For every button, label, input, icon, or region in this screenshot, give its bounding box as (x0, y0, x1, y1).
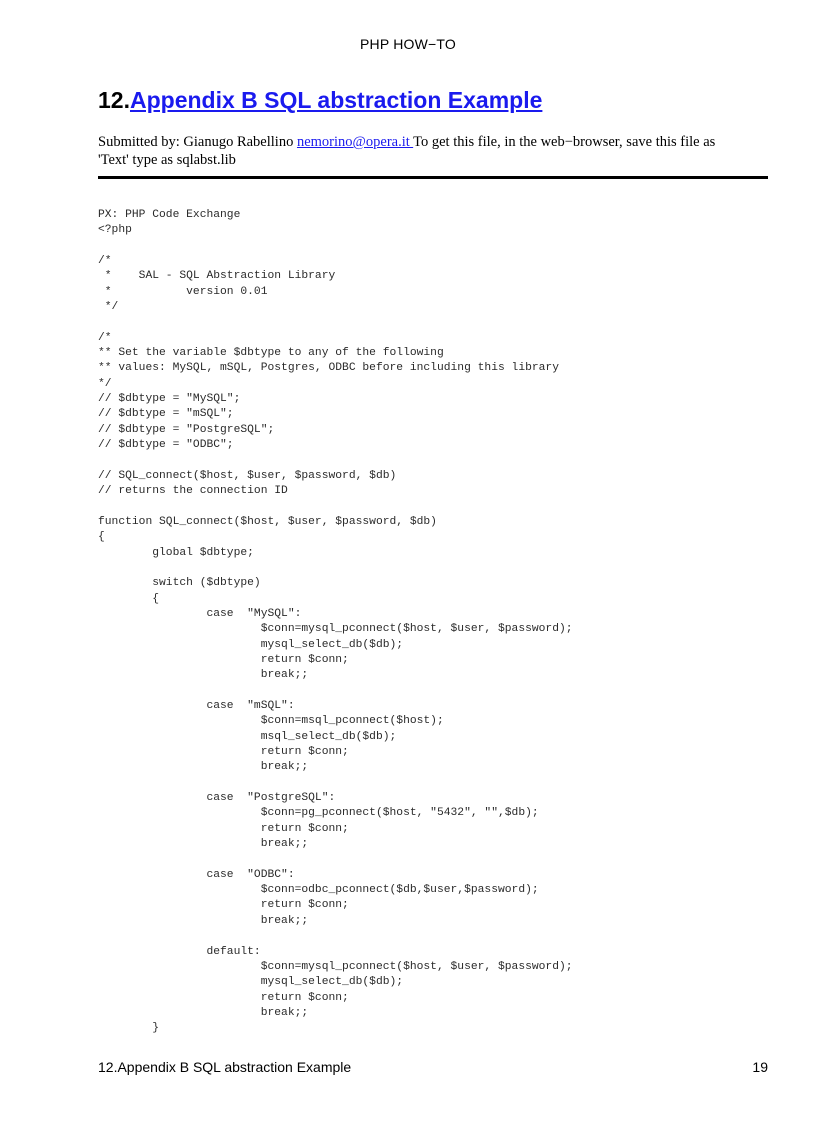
code-line: $conn=odbc_pconnect($db,$user,$password); (98, 884, 539, 897)
code-line: case "PostgreSQL": (98, 792, 336, 805)
code-line (98, 561, 573, 576)
code-line: /* (98, 255, 112, 268)
code-line (98, 776, 573, 791)
code-line: return $conn; (98, 822, 349, 835)
code-line: function SQL_connect($host, $user, $password, $db) (98, 515, 437, 528)
code-line (98, 684, 573, 699)
code-line: { (98, 592, 160, 605)
code-line: { (98, 531, 105, 544)
code-line (98, 852, 573, 867)
code-line: $conn=mysql_pconnect($host, $user, $password); (98, 623, 573, 636)
code-line: return $conn; (98, 991, 349, 1004)
code-line: mysql_select_db($db); (98, 976, 404, 989)
code-line: * version 0.01 (98, 285, 268, 298)
code-line: case "ODBC": (98, 868, 295, 881)
code-line: global $dbtype; (98, 546, 254, 559)
code-line: break;; (98, 1006, 309, 1019)
code-line: default: (98, 945, 261, 958)
code-line: } (98, 1022, 160, 1035)
horizontal-rule (98, 176, 768, 179)
code-line: $conn=msql_pconnect($host); (98, 715, 444, 728)
section-title-link[interactable]: Appendix B SQL abstraction Example (129, 87, 543, 113)
code-line: // SQL_connect($host, $user, $password, $db) (98, 469, 397, 482)
code-line: $conn=pg_pconnect($host, "5432", "",$db); (98, 807, 539, 820)
code-line (98, 239, 573, 254)
code-line: return $conn; (98, 899, 349, 912)
code-line: break;; (98, 761, 309, 774)
save-instructions-text: To get this file, in the web−browser, save this file as 'Text' type as sqlabst.lib (98, 134, 716, 168)
code-line: // $dbtype = "PostgreSQL"; (98, 423, 275, 436)
author-email-link[interactable]: nemorino@opera.it (296, 134, 414, 150)
submitted-by-text: Submitted by: Gianugo Rabellino (98, 134, 297, 150)
code-line: // $dbtype = "MySQL"; (98, 393, 241, 406)
running-footer (98, 1059, 768, 1075)
code-line: mysql_select_db($db); (98, 638, 404, 651)
code-line (98, 315, 573, 330)
code-line: // $dbtype = "mSQL"; (98, 408, 234, 421)
code-line: /* (98, 331, 112, 344)
code-line: */ (98, 301, 119, 314)
code-line (98, 500, 573, 515)
code-line: ** values: MySQL, mSQL, Postgres, ODBC before including this library (98, 362, 559, 375)
section-title (98, 87, 542, 114)
code-line: ** Set the variable $dbtype to any of the following (98, 347, 444, 360)
code-line: */ (98, 377, 112, 390)
code-line: // returns the connection ID (98, 485, 288, 498)
code-line: case "MySQL": (98, 607, 302, 620)
code-listing (98, 208, 573, 1037)
code-line (98, 929, 573, 944)
code-line: return $conn; (98, 653, 349, 666)
code-line: break;; (98, 669, 309, 682)
page-number: 19 (752, 1059, 768, 1075)
code-line: $conn=mysql_pconnect($host, $user, $password); (98, 960, 573, 973)
code-line: case "mSQL": (98, 700, 295, 712)
code-line: break;; (98, 838, 309, 851)
section-number: 12. (98, 87, 130, 113)
code-line: msql_select_db($db); (98, 730, 397, 743)
code-line: <?php (98, 224, 132, 237)
code-line: break;; (98, 914, 309, 927)
code-line: // $dbtype = "ODBC"; (98, 439, 234, 452)
code-line: return $conn; (98, 746, 349, 759)
code-line (98, 454, 573, 469)
submission-note (98, 133, 748, 169)
code-line: PX: PHP Code Exchange (98, 209, 241, 221)
code-line: switch ($dbtype) (98, 577, 261, 590)
running-header: PHP HOW−TO (359, 36, 456, 52)
code-line: * SAL - SQL Abstraction Library (98, 270, 336, 283)
footer-section-label: 12.Appendix B SQL abstraction Example (98, 1059, 352, 1075)
